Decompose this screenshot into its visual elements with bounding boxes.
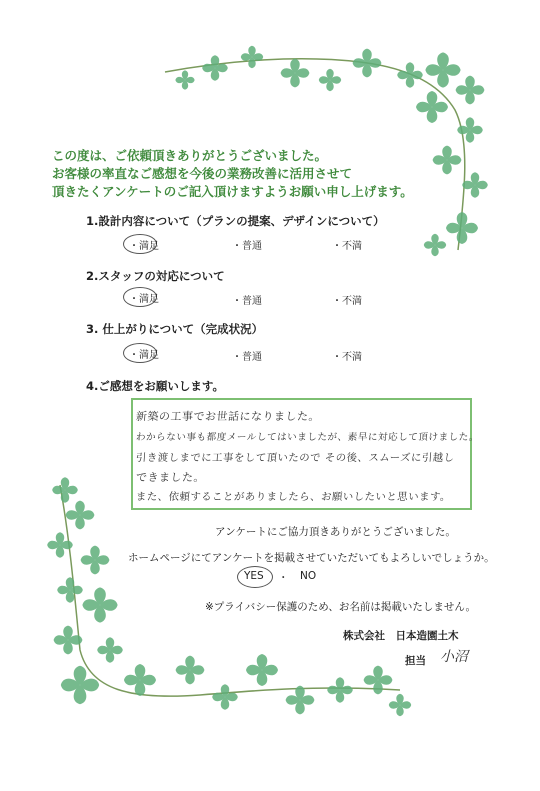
question-3-label: 3. 仕上がりについて（完成状況） — [86, 322, 264, 336]
question-1-option-normal[interactable]: ・普通 — [232, 241, 262, 252]
question-2-option-satisfied[interactable]: ・満足 — [129, 294, 159, 305]
question-1-option-satisfied[interactable]: ・満足 — [129, 241, 159, 252]
yes-option[interactable]: YES — [244, 570, 264, 582]
question-3-option-normal[interactable]: ・普通 — [232, 352, 262, 363]
question-2-option-unsatisfied[interactable]: ・不満 — [332, 296, 362, 307]
option-separator: ・ — [278, 572, 289, 584]
comment-line-5: また、依頼することがありましたら、お願いしたいと思います。 — [135, 491, 452, 503]
privacy-note: ※プライバシー保護のため、お名前は掲載いたしません。 — [205, 601, 476, 613]
staff-signature: 小沼 — [440, 649, 468, 665]
intro-line-3: 頂きたくアンケートのご記入頂けますようお願い申し上げます。 — [52, 184, 413, 199]
question-4-label: 4.ご感想をお願いします。 — [86, 379, 224, 393]
question-2-option-normal[interactable]: ・普通 — [232, 296, 262, 307]
no-option[interactable]: NO — [300, 570, 317, 582]
thanks-text: アンケートにご協力頂きありがとうございました。 — [215, 526, 456, 538]
question-1-label: 1.設計内容について（プランの提案、デザインについて） — [86, 214, 385, 228]
comment-line-1: 新築の工事でお世話になりました。 — [135, 410, 321, 423]
intro-line-2: お客様の率直なご感想を今後の業務改善に活用させて — [52, 166, 353, 181]
comment-line-2: わからない事も都度メールしてはいましたが、素早に対応して頂けました。 — [135, 432, 480, 443]
publish-question: ホームページにてアンケートを掲載させていただいてもよろしいでしょうか。 — [128, 552, 495, 564]
staff-label: 担当 — [405, 655, 426, 667]
question-2-label: 2.スタッフの対応について — [86, 269, 225, 283]
comment-line-3: 引き渡しまでに工事をして頂いたので その後、スムーズに引越し — [135, 452, 455, 464]
question-1-option-unsatisfied[interactable]: ・不満 — [332, 241, 362, 252]
intro-text — [52, 147, 482, 201]
question-3-option-unsatisfied[interactable]: ・不満 — [332, 352, 362, 363]
question-3-option-satisfied[interactable]: ・満足 — [129, 350, 159, 361]
comment-line-4: できました。 — [135, 471, 206, 484]
intro-line-1: この度は、ご依頼頂きありがとうございました。 — [52, 148, 328, 163]
company-name: 株式会社 日本造園土木 — [343, 630, 459, 642]
